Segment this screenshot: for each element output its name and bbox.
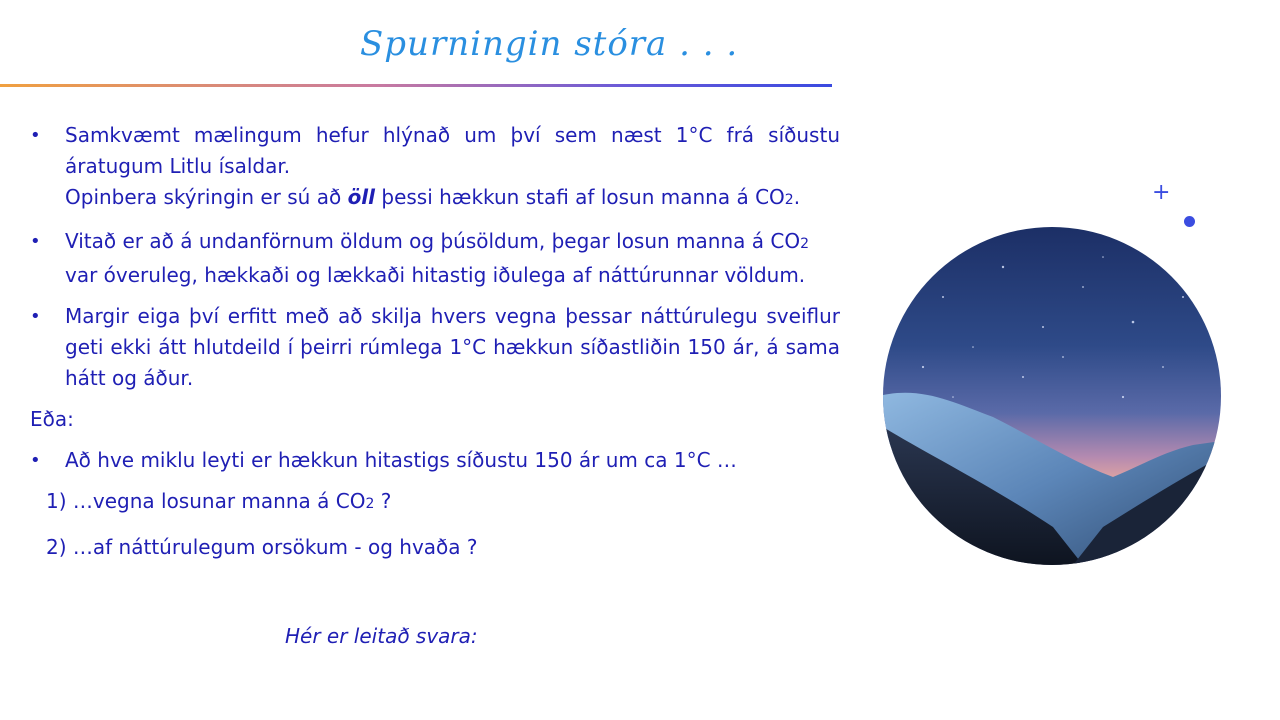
dot-icon	[1184, 216, 1195, 227]
answer-heading: Hér er leitað svara:	[285, 624, 478, 648]
bullet3-line2: geti ekki átt hlutdeild í þeirri rúmlega 1°C hækkun síðastliðin 150 ár, á sama	[65, 335, 840, 359]
bullet-glyph: •	[30, 125, 41, 146]
bullet2-line1-text: Vitað er að á undanförnum öldum og þúsöldum, þegar losun manna á CO	[65, 229, 801, 253]
bullet3-line1: Margir eiga því erfitt með að skilja hvers vegna þessar náttúrulegu sveiflur	[65, 304, 840, 328]
co2-subscript: 2	[365, 496, 375, 512]
bullet3-line3: hátt og áður.	[65, 366, 194, 390]
question-1-end: ?	[374, 489, 392, 513]
bullet1-line3-end: .	[793, 185, 801, 209]
bullet-item-1	[30, 120, 840, 216]
bullet-item-2	[30, 226, 840, 291]
photo-illustration	[883, 227, 1221, 565]
slide-body	[30, 120, 840, 575]
slide-title: Spurningin stóra . . .	[360, 24, 739, 64]
bullet2-line2: var óveruleg, hækkaði og lækkaði hitastig iðulega af náttúrunnar völdum.	[65, 263, 806, 287]
bullet1-line1: Samkvæmt mælingum hefur hlýnað um því sem næst 1°C frá síðustu	[65, 123, 840, 147]
plus-icon: +	[1152, 180, 1171, 205]
eda-label: Eða:	[30, 407, 74, 431]
bullet-item-3	[30, 301, 840, 394]
question-1-text: 1) …vegna losunar manna á CO	[46, 489, 366, 513]
bullet1-line3	[65, 182, 840, 216]
co2-subscript: 2	[784, 192, 794, 208]
co2-subscript: 2	[800, 236, 809, 252]
bullet4-text: Að hve miklu leyti er hækkun hitastigs síðustu 150 ár um ca 1°C …	[65, 448, 737, 472]
question-1	[30, 486, 840, 520]
bullet-item-4	[30, 445, 840, 476]
bullet-glyph: •	[30, 450, 41, 471]
bullet2-line1	[65, 226, 840, 260]
bullet-glyph: •	[30, 306, 41, 327]
bullet1-emphasis: öll	[347, 185, 376, 209]
bullet-glyph: •	[30, 231, 41, 252]
bullet1-line3-pre: Opinbera skýringin er sú að	[65, 185, 348, 209]
night-sky-mountains-photo	[883, 227, 1221, 565]
question-2: 2) …af náttúrulegum orsökum - og hvaða ?	[46, 535, 478, 559]
bullet1-line3-post: þessi hækkun stafi af losun manna á CO	[375, 185, 785, 209]
title-underline	[0, 84, 832, 87]
bullet1-line2: áratugum Litlu ísaldar.	[65, 154, 291, 178]
